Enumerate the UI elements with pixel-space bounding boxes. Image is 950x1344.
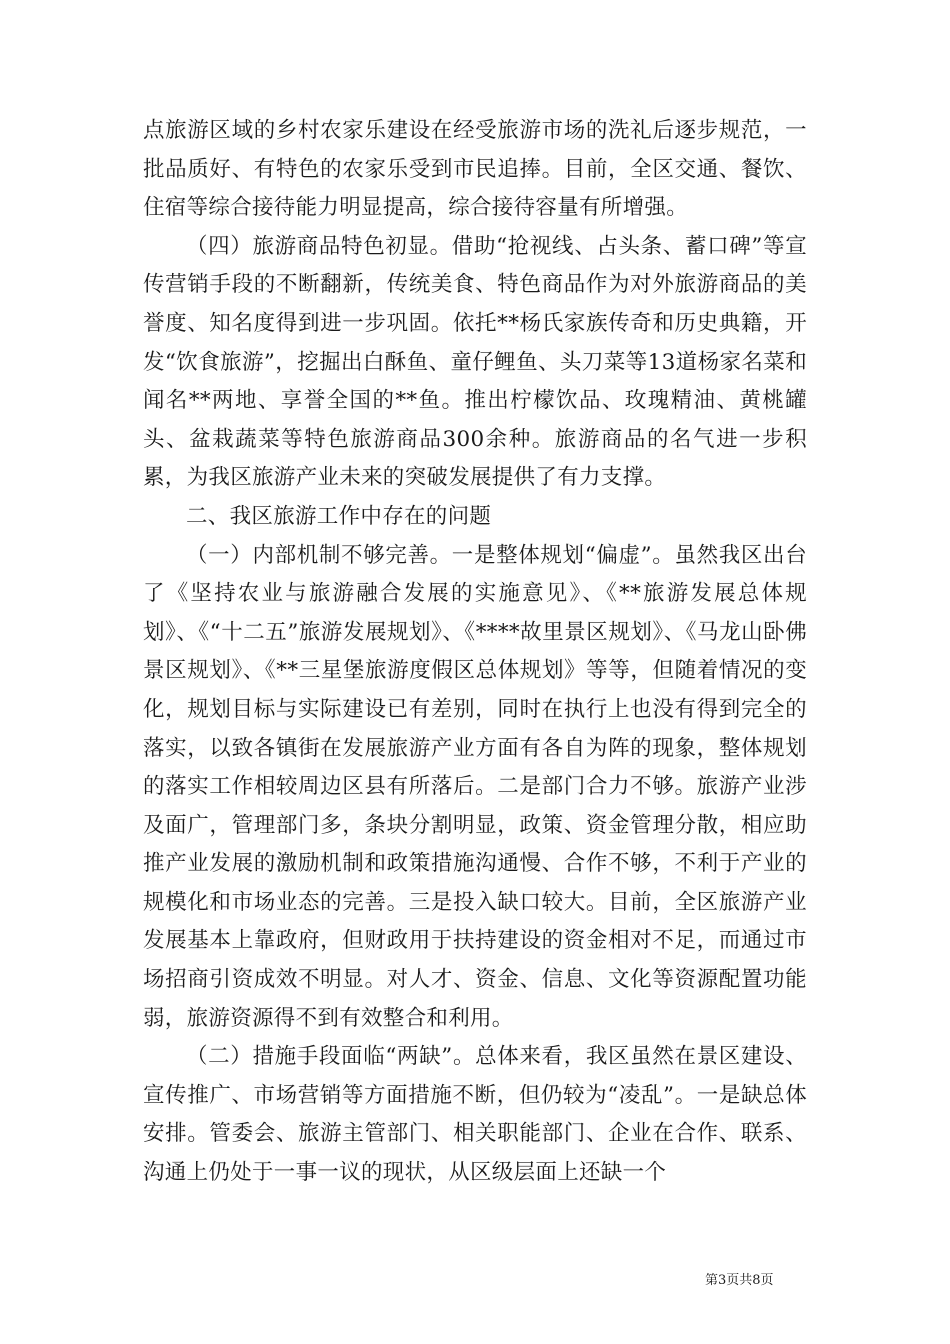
section-heading-problems: 二、我区旅游工作中存在的问题: [186, 503, 492, 529]
document-body: [143, 112, 807, 1193]
paragraph-tourism-products: （四）旅游商品特色初显。借助“抢视线、占头条、蓄口碑”等宣传营销手段的不断翻新，传统美食、特色商品作为对外旅游商品的美誉度、知名度得到进一步巩固。依托**杨氏家族传奇和历史典籍，开发“饮食旅游”，挖掘出白酥鱼、童仔鲤鱼、头刀菜等13道杨家名菜和闻名**两地、享誉全国的**鱼。推出柠檬饮品、玫瑰精油、黄桃罐头、盆栽蔬菜等特色旅游商品300余种。旅游商品的名气进一步积累，为我区旅游产业未来的突破发展提供了有力支撑。: [143, 233, 807, 491]
paragraph-continuation: 点旅游区域的乡村农家乐建设在经受旅游市场的洗礼后逐步规范，一批品质好、有特色的农家乐受到市民追捧。目前，全区交通、餐饮、住宿等综合接待能力明显提高，综合接待容量有所增强。: [143, 118, 807, 221]
page-number: 第3页共8页: [705, 1273, 774, 1288]
paragraph-measures: （二）措施手段面临“两缺”。总体来看，我区虽然在景区建设、宣传推广、市场营销等方面措施不断，但仍较为“凌乱”。一是缺总体安排。管委会、旅游主管部门、相关职能部门、企业在合作、联系、沟通上仍处于一事一议的现状，从区级层面上还缺一个: [143, 1044, 807, 1186]
paragraph-internal-mechanism: （一）内部机制不够完善。一是整体规划“偏虚”。虽然我区出台了《坚持农业与旅游融合发展的实施意见》、《**旅游发展总体规划》、《“十二五”旅游发展规划》、《****故里景区规划》、《马龙山卧佛景区规划》、《**三星堡旅游度假区总体规划》等等，但随着情况的变化，规划目标与实际建设已有差别，同时在执行上也没有得到完全的落实，以致各镇街在发展旅游产业方面有各自为阵的现象，整体规划的落实工作相较周边区县有所落后。二是部门合力不够。旅游产业涉及面广，管理部门多，条块分割明显，政策、资金管理分散，相应助推产业发展的激励机制和政策措施沟通慢、合作不够，不利于产业的规模化和市场业态的完善。三是投入缺口较大。目前，全区旅游产业发展基本上靠政府，但财政用于扶持建设的资金相对不足，而通过市场招商引资成效不明显。对人才、资金、信息、文化等资源配置功能弱，旅游资源得不到有效整合和利用。: [143, 542, 807, 1031]
